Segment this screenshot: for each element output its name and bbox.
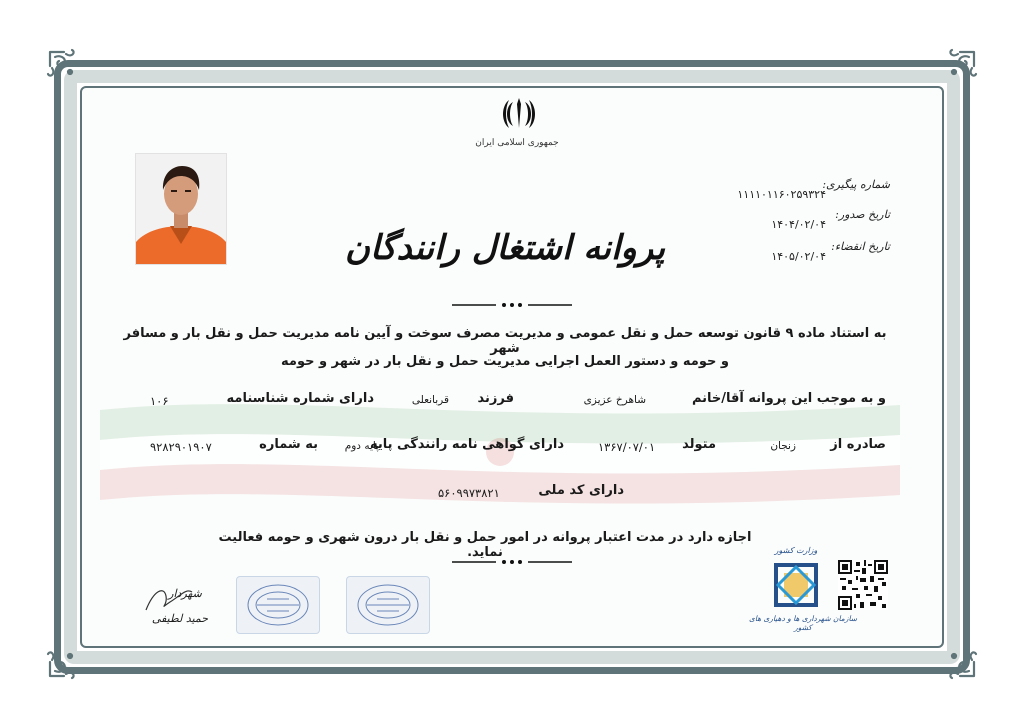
tracking-value: ۱۱۱۱۰۱۱۶۰۲۵۹۳۲۴ xyxy=(737,188,826,201)
ministry-stamp-icon xyxy=(346,576,430,634)
national-code-label: دارای کد ملی xyxy=(538,483,624,498)
signatory-title: شهردار xyxy=(168,587,202,600)
divider-ornament-icon xyxy=(452,557,572,567)
legal-basis-line-2: و حومه و دستور العمل اجرایی مدیریت حمل و نقل بار در شهر و حومه xyxy=(281,354,729,369)
birth-cert-label: دارای شماره شناسنامه xyxy=(226,391,374,406)
divider-ornament-icon xyxy=(452,300,572,310)
license-grade-value: پایه دوم xyxy=(344,440,379,452)
qr-code-icon xyxy=(838,560,888,610)
national-code-value: ۵۶۰۹۹۷۳۸۲۱ xyxy=(438,486,500,500)
born-label: متولد xyxy=(682,437,716,452)
certificate-title: پروانه اشتغال رانندگان xyxy=(344,228,666,268)
emblem-caption: جمهوری اسلامی ایران xyxy=(475,138,559,148)
issued-city-value: زنجان xyxy=(770,440,796,452)
birth-cert-value: ۱۰۶ xyxy=(150,394,169,408)
license-grade-label: دارای گواهی نامه رانندگی پایه xyxy=(370,437,564,452)
ministry-name: وزارت کشور xyxy=(774,546,818,555)
permission-statement: اجازه دارد در مدت اعتبار پروانه در امور حمل و نقل بار درون شهری و حومه فعالیت نماید. xyxy=(218,530,752,560)
holder-photo xyxy=(135,153,227,265)
corner-ornament-icon xyxy=(46,640,86,680)
corner-ornament-icon xyxy=(938,48,978,88)
issued-from-label: صادره از xyxy=(830,437,886,452)
father-name-value: قربانعلی xyxy=(411,394,449,406)
ministry-stamp-icon xyxy=(236,576,320,634)
holder-name-value: شاهرخ عزیزی xyxy=(583,394,646,406)
ministry-organization: سازمان شهرداری ها و دهیاری های کشور xyxy=(748,614,858,632)
signatory-name: حمید لطیفی xyxy=(151,612,209,625)
corner-ornament-icon xyxy=(938,640,978,680)
ministry-logo-icon xyxy=(768,557,824,613)
child-of-label: فرزند xyxy=(477,391,514,406)
corner-ornament-icon xyxy=(46,48,86,88)
issue-date-value: ۱۴۰۴/۰۲/۰۴ xyxy=(771,218,826,231)
tracking-label: شماره پیگیری: xyxy=(822,178,890,191)
expiry-date-value: ۱۴۰۵/۰۲/۰۴ xyxy=(771,250,826,263)
license-number-label: به شماره xyxy=(259,437,318,452)
license-number-value: ۹۲۸۲۹۰۱۹۰۷ xyxy=(150,440,212,454)
birth-date-value: ۱۳۶۷/۰۷/۰۱ xyxy=(598,440,656,454)
expiry-date-label: تاریخ انقضاء: xyxy=(831,240,890,253)
issue-date-label: تاریخ صدور: xyxy=(835,208,890,221)
legal-basis-line-1: به استناد ماده ۹ قانون توسعه حمل و نقل عمومی و مدیریت مصرف سوخت و آیین نامه مدیریت حمل و نقل بار و مسافر شهر xyxy=(123,326,887,356)
holder-label: و به موجب این پروانه آقا/خانم xyxy=(691,391,886,406)
